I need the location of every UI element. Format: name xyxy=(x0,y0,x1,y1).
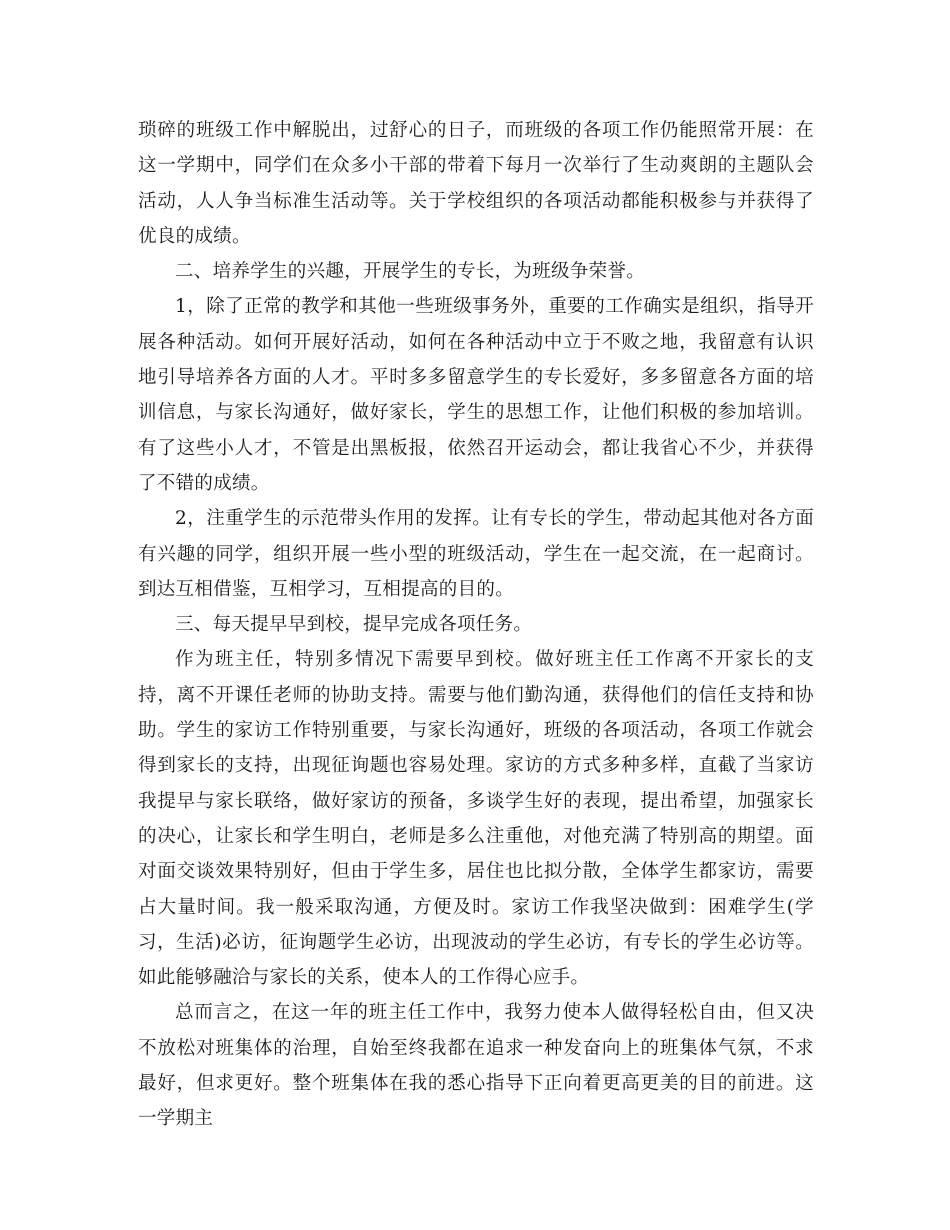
paragraph-2-item-1: 1，除了正常的教学和其他一些班级事务外，重要的工作确实是组织，指导开展各种活动。如何开展好活动，如何在各种活动中立于不败之地，我留意有认识地引导培养各方面的人才。平时多多留意学生的专长爱好，多多留意各方面的培训信息，与家长沟通好，做好家长，学生的思想工作，让他们积极的参加培训。有了这些小人才，不管是出黑板报，依然召开运动会，都让我省心不少，并获得了不错的成绩。 xyxy=(138,296,814,494)
paragraph-2-item-2: 2，注重学生的示范带头作用的发挥。让有专长的学生，带动起其他对各方面有兴趣的同学，组织开展一些小型的班级活动，学生在一起交流，在一起商讨。到达互相借鉴，互相学习，互相提高的目的。 xyxy=(138,508,814,600)
document-body xyxy=(138,113,814,1137)
section-heading-2: 二、培养学生的兴趣，开展学生的专长，为班级争荣誉。 xyxy=(175,261,646,283)
paragraph-1: 琐碎的班级工作中解脱出，过舒心的日子，而班级的各项工作仍能照常开展：在这一学期中，同学们在众多小干部的带着下每月一次举行了生动爽朗的主题队会活动，人人争当标准生活动等。关于学校组织的各项活动都能积极参与并获得了优良的成绩。 xyxy=(138,120,814,247)
section-heading-3: 三、每天提早早到校，提早完成各项任务。 xyxy=(175,614,533,636)
paragraph-3: 作为班主任，特别多情况下需要早到校。做好班主任工作离不开家长的支持，离不开课任老师的协助支持。需要与他们勤沟通，获得他们的信任支持和协助。学生的家访工作特别重要，与家长沟通好，班级的各项活动，各项工作就会得到家长的支持，出现征询题也容易处理。家访的方式多种多样，直截了当家访我提早与家长联络，做好家访的预备，多谈学生好的表现，提出希望，加强家长的决心，让家长和学生明白，老师是多么注重他，对他充满了特别高的期望。面对面交谈效果特别好，但由于学生多，居住也比拟分散，全体学生都家访，需要占大量时间。我一般采取沟通，方便及时。家访工作我坚决做到：困难学生(学习，生活)必访，征询题学生必访，出现波动的学生必访，有专长的学生必访等。如此能够融洽与家长的关系，使本人的工作得心应手。 xyxy=(138,649,814,989)
paragraph-summary: 总而言之，在这一年的班主任工作中，我努力使本人做得轻松自由，但又决不放松对班集体的治理，自始至终我都在追求一种发奋向上的班集体气氛，不求最好，但求更好。整个班集体在我的悉心指导下正向着更高更美的目的前进。这一学期主 xyxy=(138,1002,814,1130)
